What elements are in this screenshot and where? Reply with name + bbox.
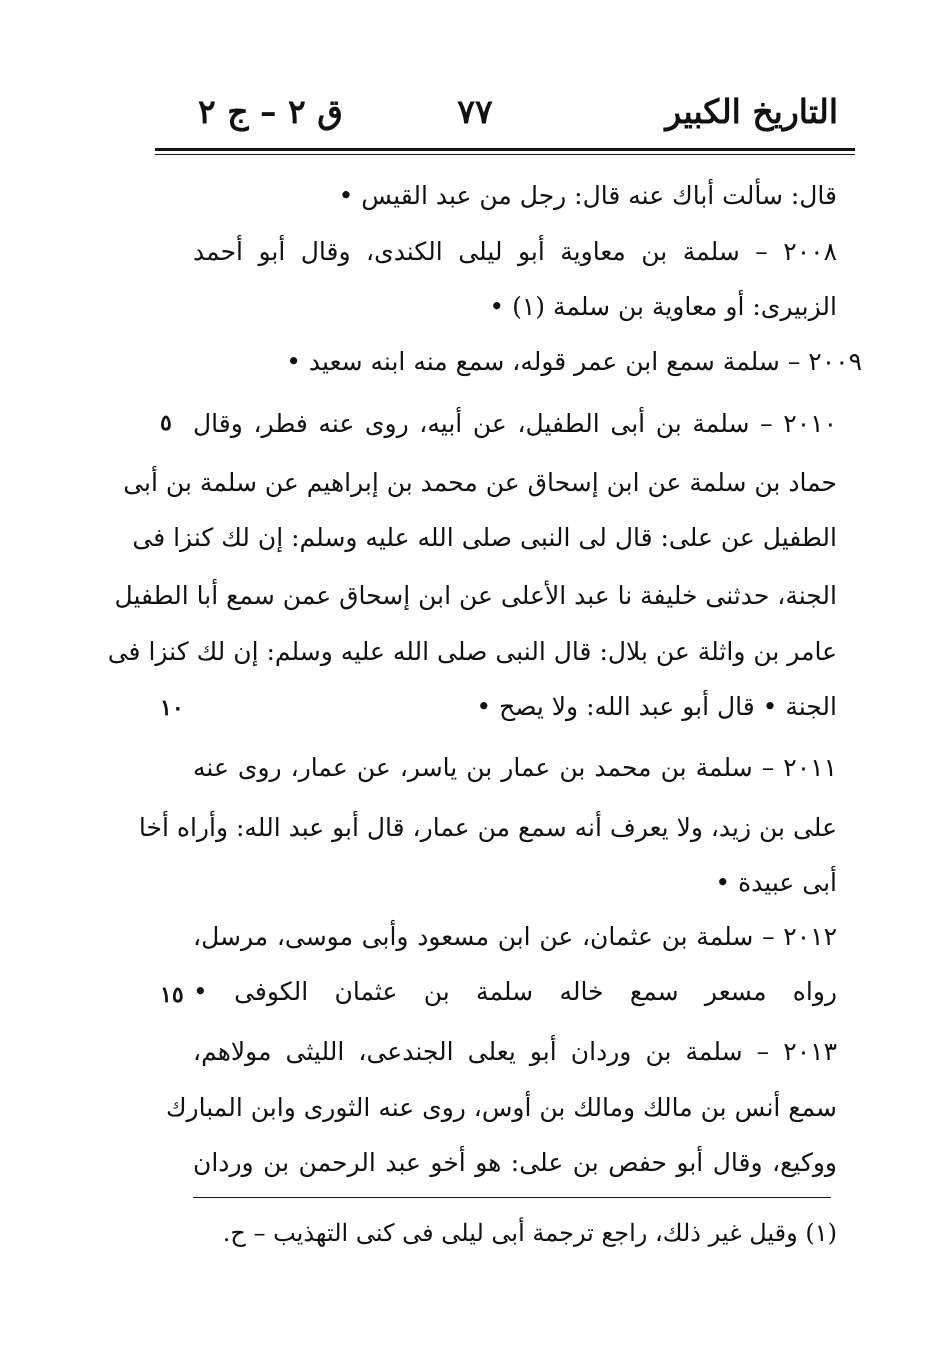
text-line: ووكيع، وقال أبو حفص بن على: هو أخو عبد الرحمن بن وردان	[193, 1148, 837, 1177]
line-number: ٥	[160, 410, 172, 436]
header-rule	[155, 148, 855, 151]
line-number: ١٠	[160, 695, 184, 721]
book-title: التاريخ الكبير	[665, 92, 838, 131]
footnote: (١) وقيل غير ذلك، راجع ترجمة أبى ليلى فى كنى التهذيب – ح.	[222, 1219, 837, 1247]
text-line: الطفيل عن على: قال لى النبى صلى الله عليه وسلم: إن لك كنزا فى	[132, 523, 837, 552]
page-number: ٧٧	[457, 92, 493, 131]
text-line: حماد بن سلمة عن ابن إسحاق عن محمد بن إبراهيم عن سلمة بن أبى	[123, 468, 837, 497]
entry-2011: ٢٠١١ – سلمة بن محمد بن عمار بن ياسر، عن عمار، روى عنه	[193, 753, 837, 782]
entry-2013: ٢٠١٣ – سلمة بن وردان أبو يعلى الجندعى، الليثى مولاهم،	[193, 1037, 837, 1066]
text-line: الزبيرى: أو معاوية بن سلمة (١) •	[489, 292, 837, 321]
text-line: عامر بن واثلة عن بلال: قال النبى صلى الله عليه وسلم: إن لك كنزا فى	[107, 637, 837, 666]
text-line: رواه مسعر سمع خاله سلمة بن عثمان الكوفى •	[193, 977, 837, 1006]
text-line: سمع أنس بن مالك ومالك بن أوس، روى عنه الثورى وابن المبارك	[165, 1093, 837, 1122]
entry-2012: ٢٠١٢ – سلمة بن عثمان، عن ابن مسعود وأبى موسى، مرسل،	[193, 922, 837, 951]
footnote-rule	[193, 1197, 831, 1198]
entry-2009: ٢٠٠٩ – سلمة سمع ابن عمر قوله، سمع منه ابنه سعيد •	[286, 347, 862, 376]
text-line: الجنة • قال أبو عبد الله: ولا يصح •	[476, 692, 837, 721]
text-line: على بن زيد، ولا يعرف أنه سمع من عمار، قال أبو عبد الله: وأراه أخا	[138, 813, 837, 842]
header-rule-thin	[155, 154, 855, 155]
text-line: الجنة، حدثنى خليفة نا عبد الأعلى عن ابن إسحاق عمن سمع أبا الطفيل	[114, 581, 837, 610]
text-line: قال: سألت أباك عنه قال: رجل من عبد القيس •	[338, 181, 837, 210]
volume-label: ق ٢ – ج ٢	[198, 92, 343, 131]
text-line: أبى عبيدة •	[715, 868, 837, 897]
line-number: ١٥	[160, 982, 184, 1008]
entry-2008: ٢٠٠٨ – سلمة بن معاوية أبو ليلى الكندى، وقال أبو أحمد	[193, 237, 837, 266]
entry-2010: ٢٠١٠ – سلمة بن أبى الطفيل، عن أبيه، روى عنه فطر، وقال	[193, 409, 837, 438]
